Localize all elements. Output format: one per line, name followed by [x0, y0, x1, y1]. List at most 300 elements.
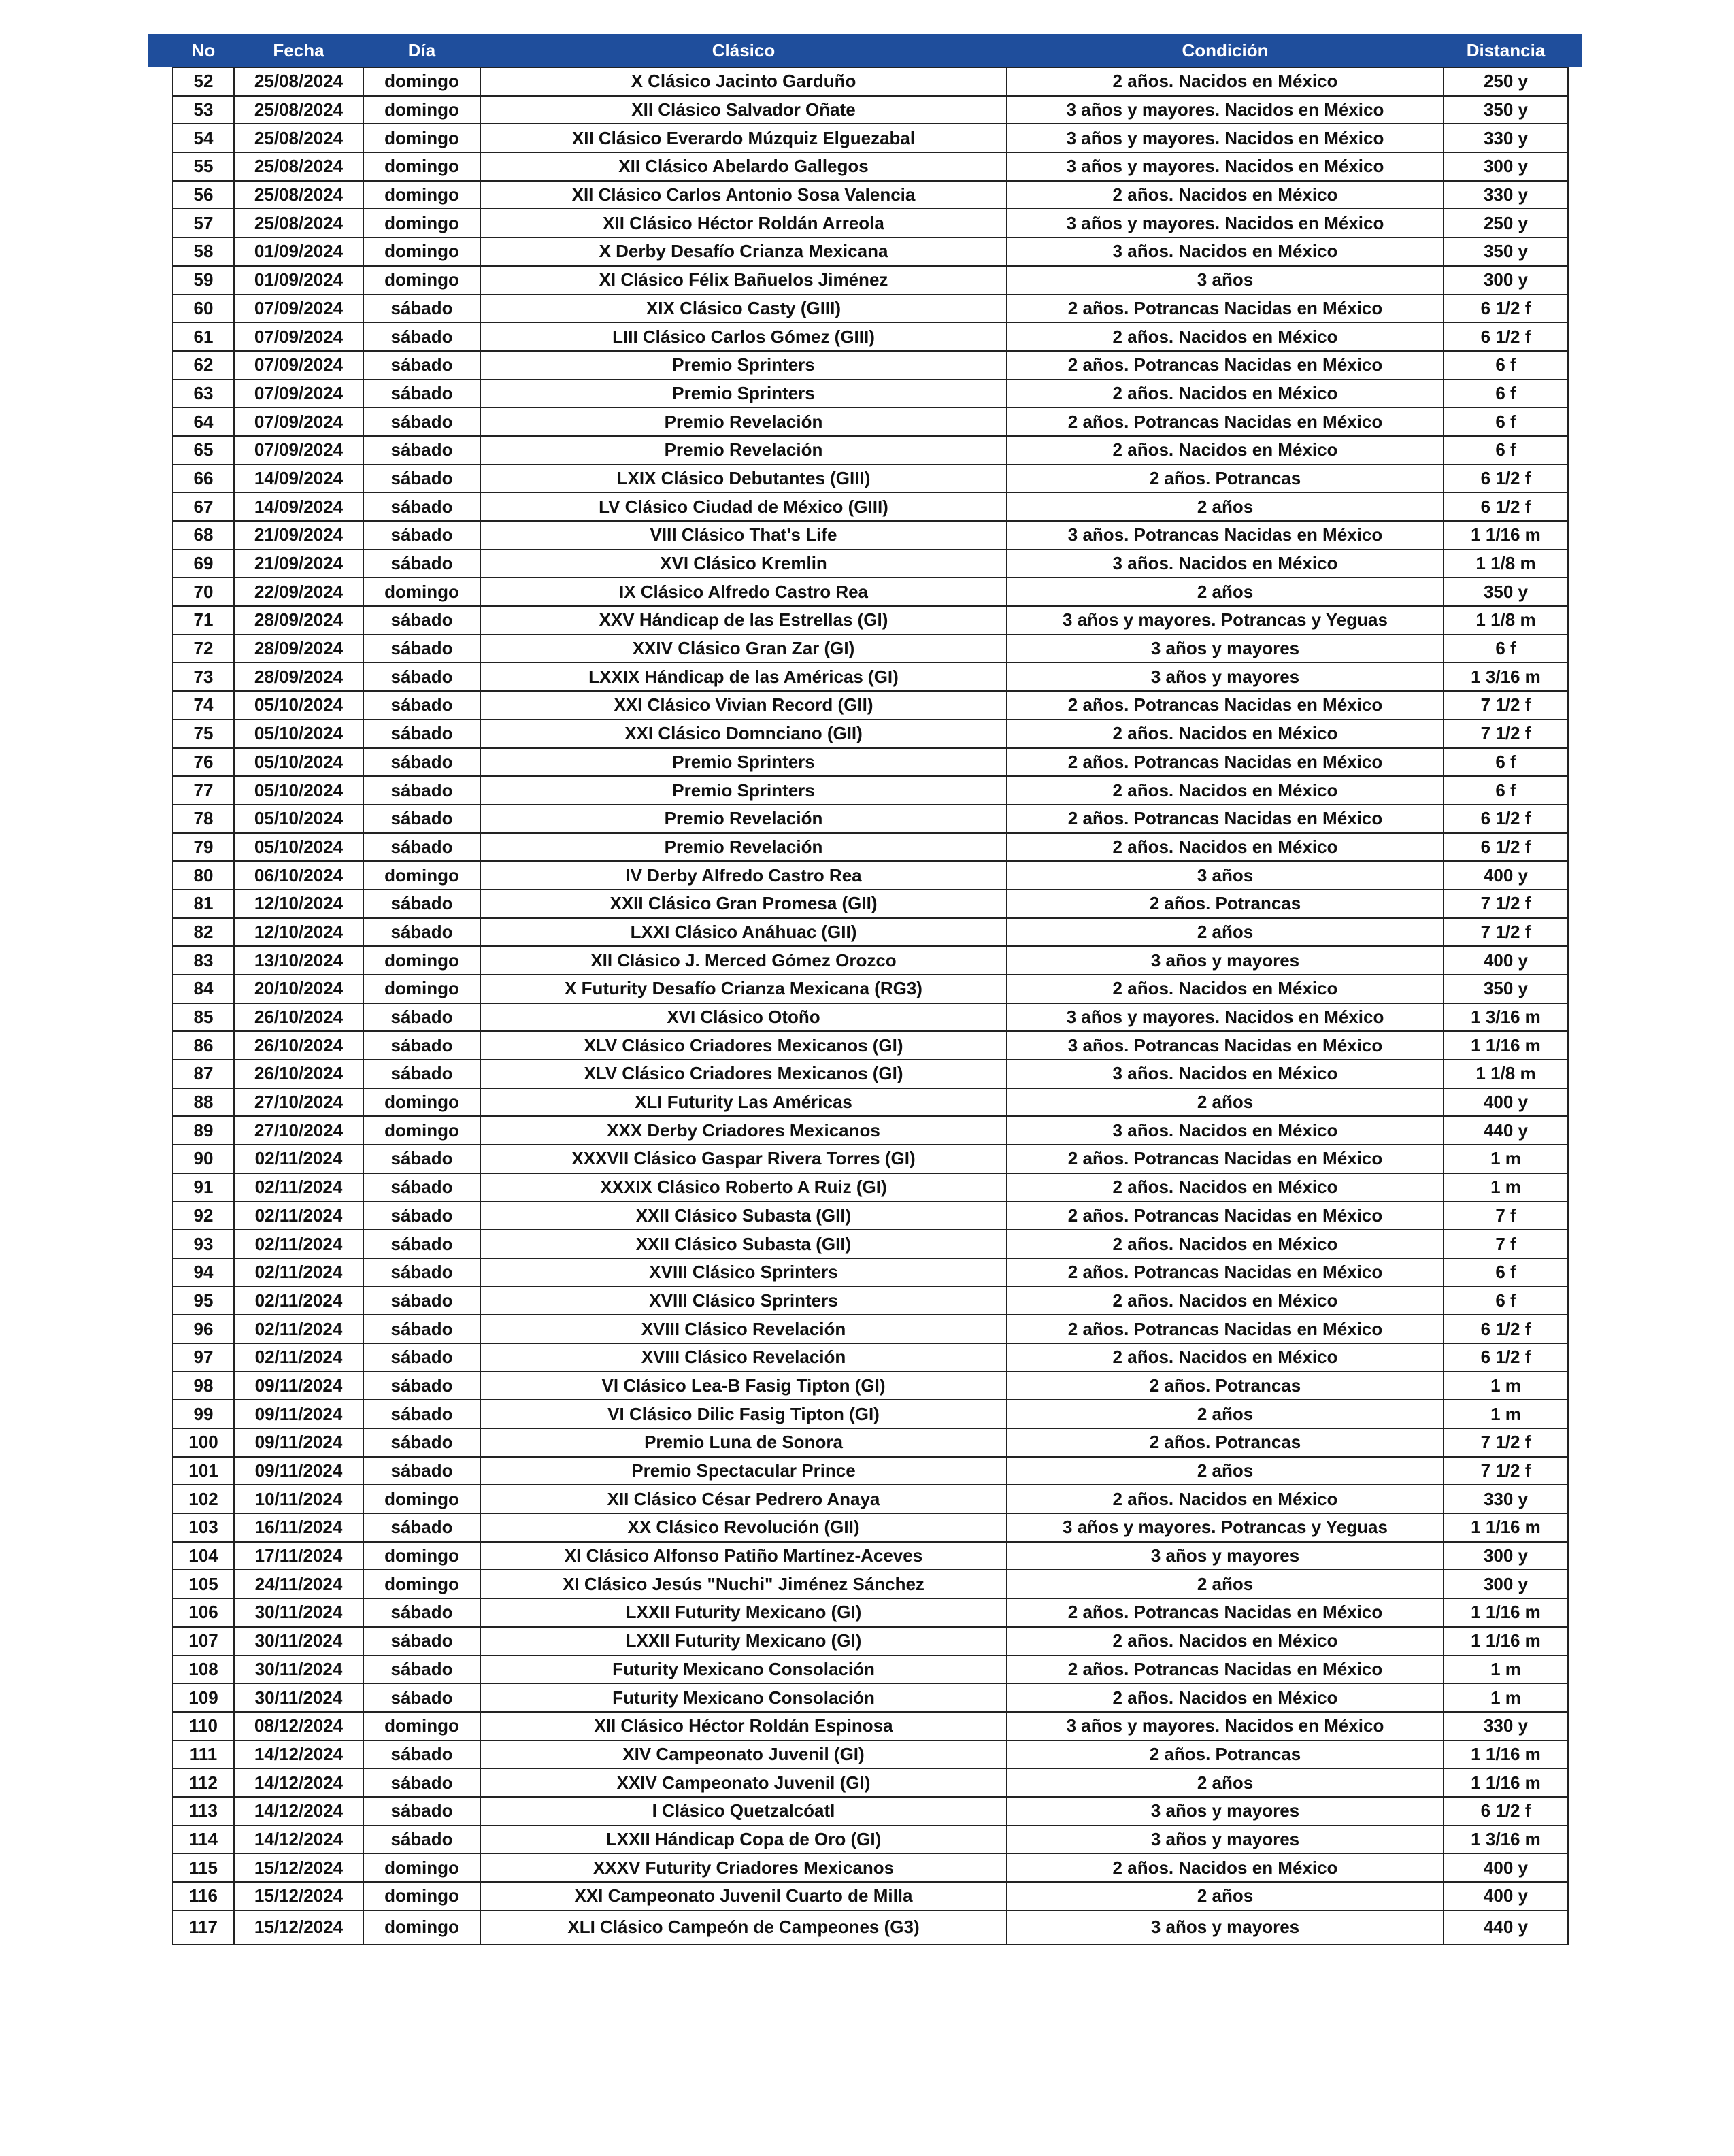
cell-dia: sábado — [363, 1627, 480, 1655]
cell-dia: sábado — [363, 1202, 480, 1230]
cell-dia: domingo — [363, 209, 480, 237]
cell-clasico: XII Clásico Everardo Múzquiz Elguezabal — [480, 124, 1007, 152]
cell-fecha: 09/11/2024 — [234, 1372, 363, 1400]
cell-dia: sábado — [363, 436, 480, 465]
cell-fecha: 27/10/2024 — [234, 1088, 363, 1117]
cell-fecha: 14/09/2024 — [234, 465, 363, 493]
cell-clasico: XLV Clásico Criadores Mexicanos (GI) — [480, 1031, 1007, 1060]
cell-no: 114 — [173, 1825, 234, 1854]
cell-condicion: 2 años — [1007, 918, 1444, 947]
cell-no: 83 — [173, 946, 234, 975]
cell-clasico: Premio Luna de Sonora — [480, 1428, 1007, 1457]
cell-condicion: 2 años. Potrancas Nacidas en México — [1007, 1315, 1444, 1343]
cell-clasico: Futurity Mexicano Consolación — [480, 1655, 1007, 1684]
cell-no: 111 — [173, 1740, 234, 1769]
cell-fecha: 07/09/2024 — [234, 294, 363, 323]
cell-distancia: 250 y — [1444, 67, 1568, 96]
cell-fecha: 12/10/2024 — [234, 918, 363, 947]
table-row — [148, 1116, 1582, 1145]
table-row — [148, 1428, 1582, 1457]
cell-condicion: 2 años. Nacidos en México — [1007, 322, 1444, 351]
cell-condicion: 3 años y mayores — [1007, 635, 1444, 663]
cell-condicion: 2 años. Potrancas — [1007, 1740, 1444, 1769]
cell-fecha: 02/11/2024 — [234, 1343, 363, 1372]
cell-condicion: 2 años. Nacidos en México — [1007, 436, 1444, 465]
cell-distancia: 6 f — [1444, 748, 1568, 777]
cell-condicion: 2 años — [1007, 1570, 1444, 1598]
cell-clasico: LXXI Clásico Anáhuac (GII) — [480, 918, 1007, 947]
cell-fecha: 07/09/2024 — [234, 436, 363, 465]
cell-fecha: 17/11/2024 — [234, 1542, 363, 1570]
cell-condicion: 2 años. Nacidos en México — [1007, 380, 1444, 408]
cell-condicion: 3 años. Potrancas Nacidas en México — [1007, 1031, 1444, 1060]
cell-dia: sábado — [363, 1768, 480, 1797]
cell-condicion: 3 años y mayores — [1007, 1797, 1444, 1825]
cell-condicion: 2 años. Nacidos en México — [1007, 1627, 1444, 1655]
table-row — [148, 209, 1582, 237]
table-row — [148, 1740, 1582, 1769]
cell-dia: domingo — [363, 1485, 480, 1513]
cell-fecha: 20/10/2024 — [234, 975, 363, 1003]
cell-clasico: LXXII Futurity Mexicano (GI) — [480, 1627, 1007, 1655]
cell-condicion: 3 años. Nacidos en México — [1007, 1060, 1444, 1088]
cell-condicion: 2 años. Nacidos en México — [1007, 833, 1444, 862]
cell-distancia: 6 f — [1444, 776, 1568, 805]
cell-fecha: 05/10/2024 — [234, 748, 363, 777]
cell-dia: sábado — [363, 720, 480, 748]
cell-no: 108 — [173, 1655, 234, 1684]
cell-clasico: Premio Revelación — [480, 407, 1007, 436]
cell-fecha: 05/10/2024 — [234, 691, 363, 720]
cell-clasico: Premio Sprinters — [480, 380, 1007, 408]
cell-clasico: X Derby Desafío Crianza Mexicana — [480, 237, 1007, 266]
cell-distancia: 1 m — [1444, 1372, 1568, 1400]
table-row — [148, 890, 1582, 918]
cell-no: 86 — [173, 1031, 234, 1060]
cell-no: 56 — [173, 181, 234, 209]
cell-fecha: 25/08/2024 — [234, 152, 363, 181]
table-row — [148, 550, 1582, 578]
cell-fecha: 02/11/2024 — [234, 1230, 363, 1258]
cell-clasico: XVIII Clásico Sprinters — [480, 1287, 1007, 1315]
cell-clasico: XII Clásico Héctor Roldán Arreola — [480, 209, 1007, 237]
table-row — [148, 380, 1582, 408]
cell-dia: sábado — [363, 1230, 480, 1258]
cell-fecha: 25/08/2024 — [234, 124, 363, 152]
cell-fecha: 02/11/2024 — [234, 1173, 363, 1202]
cell-no: 62 — [173, 351, 234, 380]
cell-no: 101 — [173, 1457, 234, 1485]
cell-clasico: LXXII Hándicap Copa de Oro (GI) — [480, 1825, 1007, 1854]
cell-clasico: XII Clásico Salvador Oñate — [480, 96, 1007, 124]
cell-condicion: 3 años. Nacidos en México — [1007, 237, 1444, 266]
cell-condicion: 3 años y mayores — [1007, 1910, 1444, 1944]
cell-clasico: XXV Hándicap de las Estrellas (GI) — [480, 606, 1007, 635]
cell-no: 100 — [173, 1428, 234, 1457]
cell-clasico: IX Clásico Alfredo Castro Rea — [480, 577, 1007, 606]
cell-condicion: 3 años. Potrancas Nacidas en México — [1007, 521, 1444, 550]
cell-fecha: 15/12/2024 — [234, 1910, 363, 1944]
cell-clasico: Premio Revelación — [480, 436, 1007, 465]
cell-dia: sábado — [363, 1400, 480, 1428]
cell-clasico: XXXVII Clásico Gaspar Rivera Torres (GI) — [480, 1145, 1007, 1173]
cell-fecha: 14/12/2024 — [234, 1825, 363, 1854]
cell-fecha: 09/11/2024 — [234, 1400, 363, 1428]
cell-condicion: 3 años y mayores. Nacidos en México — [1007, 209, 1444, 237]
table-row — [148, 181, 1582, 209]
table-row — [148, 606, 1582, 635]
cell-fecha: 02/11/2024 — [234, 1315, 363, 1343]
cell-dia: sábado — [363, 1003, 480, 1032]
cell-distancia: 6 1/2 f — [1444, 1343, 1568, 1372]
cell-distancia: 330 y — [1444, 124, 1568, 152]
cell-dia: domingo — [363, 1910, 480, 1944]
cell-dia: domingo — [363, 152, 480, 181]
cell-no: 104 — [173, 1542, 234, 1570]
cell-dia: domingo — [363, 67, 480, 96]
cell-clasico: XVIII Clásico Sprinters — [480, 1258, 1007, 1287]
cell-clasico: XXIV Campeonato Juvenil (GI) — [480, 1768, 1007, 1797]
cell-dia: domingo — [363, 1570, 480, 1598]
cell-clasico: XII Clásico J. Merced Gómez Orozco — [480, 946, 1007, 975]
cell-distancia: 300 y — [1444, 1542, 1568, 1570]
cell-distancia: 350 y — [1444, 237, 1568, 266]
cell-dia: sábado — [363, 918, 480, 947]
cell-condicion: 2 años. Potrancas Nacidas en México — [1007, 1258, 1444, 1287]
cell-dia: sábado — [363, 662, 480, 691]
cell-clasico: XI Clásico Félix Bañuelos Jiménez — [480, 266, 1007, 294]
cell-no: 94 — [173, 1258, 234, 1287]
table-row — [148, 152, 1582, 181]
cell-dia: sábado — [363, 1372, 480, 1400]
cell-distancia: 6 f — [1444, 1287, 1568, 1315]
cell-clasico: XII Clásico Abelardo Gallegos — [480, 152, 1007, 181]
cell-no: 54 — [173, 124, 234, 152]
table-row — [148, 96, 1582, 124]
table-row — [148, 1088, 1582, 1117]
cell-fecha: 16/11/2024 — [234, 1513, 363, 1542]
cell-no: 70 — [173, 577, 234, 606]
table-row — [148, 1797, 1582, 1825]
cell-fecha: 26/10/2024 — [234, 1003, 363, 1032]
cell-fecha: 25/08/2024 — [234, 67, 363, 96]
cell-fecha: 05/10/2024 — [234, 833, 363, 862]
cell-distancia: 400 y — [1444, 1088, 1568, 1117]
table-row — [148, 1230, 1582, 1258]
cell-dia: sábado — [363, 1343, 480, 1372]
header-clasico: Clásico — [480, 34, 1007, 67]
cell-no: 98 — [173, 1372, 234, 1400]
cell-distancia: 7 f — [1444, 1202, 1568, 1230]
cell-clasico: XXX Derby Criadores Mexicanos — [480, 1116, 1007, 1145]
cell-condicion: 3 años y mayores. Nacidos en México — [1007, 152, 1444, 181]
cell-distancia: 7 1/2 f — [1444, 691, 1568, 720]
cell-no: 116 — [173, 1882, 234, 1910]
cell-condicion: 2 años. Nacidos en México — [1007, 67, 1444, 96]
cell-fecha: 13/10/2024 — [234, 946, 363, 975]
cell-fecha: 30/11/2024 — [234, 1627, 363, 1655]
table-row — [148, 1768, 1582, 1797]
cell-distancia: 7 1/2 f — [1444, 720, 1568, 748]
cell-dia: sábado — [363, 294, 480, 323]
cell-distancia: 7 f — [1444, 1230, 1568, 1258]
cell-clasico: XVI Clásico Otoño — [480, 1003, 1007, 1032]
cell-clasico: XVI Clásico Kremlin — [480, 550, 1007, 578]
table-row — [148, 1173, 1582, 1202]
cell-no: 105 — [173, 1570, 234, 1598]
cell-fecha: 10/11/2024 — [234, 1485, 363, 1513]
cell-distancia: 300 y — [1444, 266, 1568, 294]
table-row — [148, 322, 1582, 351]
cell-clasico: IV Derby Alfredo Castro Rea — [480, 861, 1007, 890]
cell-no: 85 — [173, 1003, 234, 1032]
cell-clasico: XXII Clásico Subasta (GII) — [480, 1202, 1007, 1230]
cell-condicion: 2 años. Nacidos en México — [1007, 1485, 1444, 1513]
table-row — [148, 294, 1582, 323]
cell-fecha: 09/11/2024 — [234, 1428, 363, 1457]
cell-no: 55 — [173, 152, 234, 181]
cell-distancia: 250 y — [1444, 209, 1568, 237]
cell-fecha: 14/09/2024 — [234, 492, 363, 521]
header-row — [148, 34, 1582, 67]
cell-no: 60 — [173, 294, 234, 323]
table-row — [148, 266, 1582, 294]
table-row — [148, 1400, 1582, 1428]
table-row — [148, 861, 1582, 890]
cell-condicion: 3 años y mayores. Nacidos en México — [1007, 1712, 1444, 1740]
cell-distancia: 1 1/16 m — [1444, 1768, 1568, 1797]
cell-dia: sábado — [363, 748, 480, 777]
cell-fecha: 28/09/2024 — [234, 606, 363, 635]
cell-condicion: 2 años — [1007, 1088, 1444, 1117]
cell-condicion: 3 años y mayores — [1007, 662, 1444, 691]
cell-distancia: 6 f — [1444, 436, 1568, 465]
cell-condicion: 2 años. Nacidos en México — [1007, 1287, 1444, 1315]
cell-fecha: 12/10/2024 — [234, 890, 363, 918]
cell-distancia: 6 1/2 f — [1444, 805, 1568, 833]
cell-fecha: 14/12/2024 — [234, 1797, 363, 1825]
cell-no: 74 — [173, 691, 234, 720]
cell-condicion: 2 años — [1007, 1768, 1444, 1797]
cell-dia: sábado — [363, 833, 480, 862]
table-row — [148, 1655, 1582, 1684]
cell-condicion: 2 años. Potrancas — [1007, 890, 1444, 918]
cell-fecha: 26/10/2024 — [234, 1060, 363, 1088]
cell-condicion: 2 años. Nacidos en México — [1007, 1343, 1444, 1372]
cell-no: 109 — [173, 1683, 234, 1712]
cell-dia: sábado — [363, 691, 480, 720]
cell-clasico: XXII Clásico Subasta (GII) — [480, 1230, 1007, 1258]
cell-clasico: XII Clásico Héctor Roldán Espinosa — [480, 1712, 1007, 1740]
table-row — [148, 833, 1582, 862]
cell-clasico: I Clásico Quetzalcóatl — [480, 1797, 1007, 1825]
cell-distancia: 1 3/16 m — [1444, 1003, 1568, 1032]
cell-clasico: XLI Futurity Las Américas — [480, 1088, 1007, 1117]
cell-fecha: 26/10/2024 — [234, 1031, 363, 1060]
cell-dia: sábado — [363, 606, 480, 635]
cell-clasico: X Futurity Desafío Crianza Mexicana (RG3) — [480, 975, 1007, 1003]
cell-distancia: 6 1/2 f — [1444, 1797, 1568, 1825]
cell-condicion: 2 años. Nacidos en México — [1007, 776, 1444, 805]
cell-distancia: 1 1/8 m — [1444, 1060, 1568, 1088]
table-row — [148, 465, 1582, 493]
cell-fecha: 28/09/2024 — [234, 662, 363, 691]
cell-no: 92 — [173, 1202, 234, 1230]
cell-no: 84 — [173, 975, 234, 1003]
cell-condicion: 2 años — [1007, 577, 1444, 606]
table-row — [148, 351, 1582, 380]
cell-dia: sábado — [363, 1428, 480, 1457]
cell-distancia: 1 3/16 m — [1444, 1825, 1568, 1854]
cell-distancia: 7 1/2 f — [1444, 1457, 1568, 1485]
cell-fecha: 07/09/2024 — [234, 380, 363, 408]
cell-dia: domingo — [363, 1882, 480, 1910]
cell-no: 61 — [173, 322, 234, 351]
cell-distancia: 350 y — [1444, 96, 1568, 124]
cell-dia: sábado — [363, 1031, 480, 1060]
cell-fecha: 08/12/2024 — [234, 1712, 363, 1740]
table-row — [148, 805, 1582, 833]
cell-no: 112 — [173, 1768, 234, 1797]
header-no: No — [173, 34, 234, 67]
cell-dia: sábado — [363, 1513, 480, 1542]
cell-dia: sábado — [363, 1173, 480, 1202]
table-row — [148, 1202, 1582, 1230]
cell-no: 71 — [173, 606, 234, 635]
cell-fecha: 25/08/2024 — [234, 181, 363, 209]
cell-condicion: 3 años y mayores. Nacidos en México — [1007, 96, 1444, 124]
cell-dia: domingo — [363, 946, 480, 975]
cell-condicion: 2 años — [1007, 1882, 1444, 1910]
table-row — [148, 1457, 1582, 1485]
cell-distancia: 1 m — [1444, 1145, 1568, 1173]
cell-dia: sábado — [363, 1740, 480, 1769]
cell-dia: domingo — [363, 1088, 480, 1117]
cell-condicion: 3 años — [1007, 861, 1444, 890]
cell-distancia: 1 1/16 m — [1444, 1031, 1568, 1060]
cell-dia: sábado — [363, 550, 480, 578]
cell-fecha: 07/09/2024 — [234, 322, 363, 351]
cell-distancia: 440 y — [1444, 1910, 1568, 1944]
cell-condicion: 3 años y mayores. Potrancas y Yeguas — [1007, 606, 1444, 635]
cell-fecha: 07/09/2024 — [234, 407, 363, 436]
header-fecha: Fecha — [234, 34, 363, 67]
cell-condicion: 3 años y mayores — [1007, 1542, 1444, 1570]
cell-dia: sábado — [363, 635, 480, 663]
table-row — [148, 635, 1582, 663]
cell-dia: sábado — [363, 1655, 480, 1684]
cell-condicion: 2 años. Potrancas Nacidas en México — [1007, 351, 1444, 380]
cell-fecha: 28/09/2024 — [234, 635, 363, 663]
cell-condicion: 2 años. Potrancas Nacidas en México — [1007, 691, 1444, 720]
table-row — [148, 662, 1582, 691]
cell-no: 90 — [173, 1145, 234, 1173]
cell-dia: sábado — [363, 776, 480, 805]
cell-distancia: 6 1/2 f — [1444, 833, 1568, 862]
cell-fecha: 05/10/2024 — [234, 720, 363, 748]
cell-distancia: 1 1/16 m — [1444, 1740, 1568, 1769]
table-row — [148, 67, 1582, 96]
cell-condicion: 2 años — [1007, 1457, 1444, 1485]
cell-no: 96 — [173, 1315, 234, 1343]
cell-distancia: 6 1/2 f — [1444, 294, 1568, 323]
table-row — [148, 492, 1582, 521]
cell-dia: sábado — [363, 407, 480, 436]
cell-no: 52 — [173, 67, 234, 96]
cell-dia: sábado — [363, 322, 480, 351]
cell-dia: sábado — [363, 1287, 480, 1315]
cell-fecha: 02/11/2024 — [234, 1258, 363, 1287]
cell-clasico: XXXV Futurity Criadores Mexicanos — [480, 1853, 1007, 1882]
cell-distancia: 1 m — [1444, 1655, 1568, 1684]
cell-clasico: XI Clásico Alfonso Patiño Martínez-Aceves — [480, 1542, 1007, 1570]
cell-distancia: 1 m — [1444, 1400, 1568, 1428]
cell-fecha: 15/12/2024 — [234, 1882, 363, 1910]
cell-fecha: 05/10/2024 — [234, 776, 363, 805]
cell-no: 115 — [173, 1853, 234, 1882]
table-row — [148, 1825, 1582, 1854]
cell-no: 69 — [173, 550, 234, 578]
cell-clasico: VI Clásico Lea-B Fasig Tipton (GI) — [480, 1372, 1007, 1400]
table-row — [148, 1287, 1582, 1315]
race-schedule-table — [148, 34, 1582, 1945]
cell-clasico: XLI Clásico Campeón de Campeones (G3) — [480, 1910, 1007, 1944]
cell-fecha: 09/11/2024 — [234, 1457, 363, 1485]
cell-distancia: 6 f — [1444, 351, 1568, 380]
cell-clasico: XX Clásico Revolución (GII) — [480, 1513, 1007, 1542]
cell-fecha: 02/11/2024 — [234, 1287, 363, 1315]
cell-no: 57 — [173, 209, 234, 237]
cell-no: 95 — [173, 1287, 234, 1315]
cell-no: 93 — [173, 1230, 234, 1258]
cell-condicion: 2 años. Nacidos en México — [1007, 720, 1444, 748]
cell-distancia: 1 1/16 m — [1444, 521, 1568, 550]
cell-no: 107 — [173, 1627, 234, 1655]
cell-dia: domingo — [363, 1542, 480, 1570]
table-row — [148, 748, 1582, 777]
cell-dia: sábado — [363, 805, 480, 833]
cell-dia: domingo — [363, 237, 480, 266]
cell-no: 97 — [173, 1343, 234, 1372]
cell-clasico: XXI Clásico Vivian Record (GII) — [480, 691, 1007, 720]
cell-clasico: XVIII Clásico Revelación — [480, 1343, 1007, 1372]
cell-distancia: 6 1/2 f — [1444, 322, 1568, 351]
cell-no: 117 — [173, 1910, 234, 1944]
cell-dia: domingo — [363, 1116, 480, 1145]
cell-distancia: 6 f — [1444, 635, 1568, 663]
cell-no: 58 — [173, 237, 234, 266]
table-row — [148, 720, 1582, 748]
cell-distancia: 6 f — [1444, 380, 1568, 408]
cell-no: 106 — [173, 1598, 234, 1627]
cell-no: 63 — [173, 380, 234, 408]
header-condicion: Condición — [1007, 34, 1444, 67]
cell-condicion: 3 años y mayores. Potrancas y Yeguas — [1007, 1513, 1444, 1542]
cell-distancia: 1 m — [1444, 1173, 1568, 1202]
cell-no: 76 — [173, 748, 234, 777]
cell-no: 75 — [173, 720, 234, 748]
table-body — [148, 67, 1582, 1944]
cell-no: 72 — [173, 635, 234, 663]
cell-clasico: Premio Sprinters — [480, 776, 1007, 805]
cell-clasico: XXI Clásico Domnciano (GII) — [480, 720, 1007, 748]
cell-distancia: 1 1/8 m — [1444, 606, 1568, 635]
cell-no: 67 — [173, 492, 234, 521]
cell-condicion: 2 años. Nacidos en México — [1007, 1173, 1444, 1202]
cell-dia: sábado — [363, 1315, 480, 1343]
cell-condicion: 2 años. Nacidos en México — [1007, 181, 1444, 209]
table-row — [148, 1683, 1582, 1712]
